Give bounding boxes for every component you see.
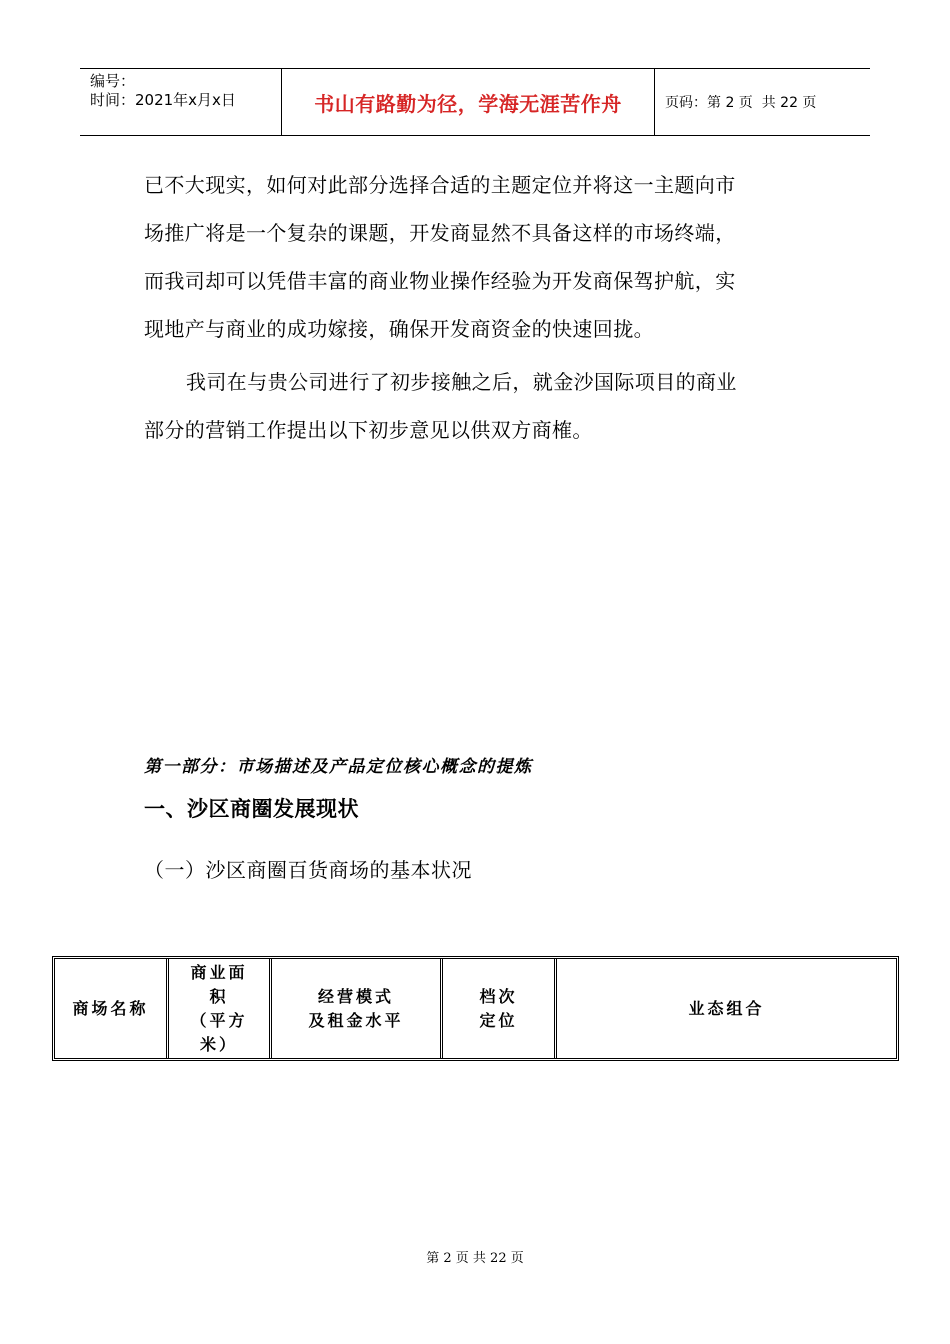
header-page-cell <box>655 69 870 135</box>
table-header-text: 及租金水平 <box>308 1010 404 1030</box>
document-time-label: 时间：2021年x月x日 <box>90 91 236 109</box>
section-subheading: （一）沙区商圈百货商场的基本状况 <box>144 858 472 882</box>
table-header-area <box>166 959 269 1058</box>
section-title: 第一部分：市场描述及产品定位核心概念的提炼 <box>144 757 533 777</box>
header-meta-cell <box>80 69 282 135</box>
table-header-positioning <box>440 959 554 1058</box>
table-header-text: 业态组合 <box>688 998 765 1018</box>
table-header-text: （平方 <box>190 1010 248 1030</box>
paragraph-line: 已不大现实，如何对此部分选择合适的主题定位并将这一主题向市 <box>144 173 736 197</box>
table-header-format-mix <box>554 959 896 1058</box>
mall-status-table <box>52 956 899 1061</box>
paragraph-line: 部分的营销工作提出以下初步意见以供双方商榷。 <box>144 418 593 442</box>
table-header-text: 经营模式 <box>317 986 394 1006</box>
table-header-mall-name <box>55 959 166 1058</box>
page-header <box>80 68 870 136</box>
body-paragraph-2 <box>144 358 814 454</box>
body-paragraph-1 <box>144 161 814 353</box>
paragraph-line: 我司在与贵公司进行了初步接触之后，就金沙国际项目的商业 <box>186 370 737 394</box>
table-header-text: 积 <box>209 986 229 1006</box>
table-header-text: 定位 <box>479 1010 518 1030</box>
header-motto-cell <box>282 69 655 135</box>
table-header-text: 米） <box>199 1034 238 1054</box>
paragraph-line: 而我司却可以凭借丰富的商业物业操作经验为开发商保驾护航，实 <box>144 269 736 293</box>
table-header-text: 档次 <box>479 986 518 1006</box>
header-page-info: 页码：第 2 页 共 22 页 <box>665 95 817 111</box>
header-motto: 书山有路勤为径，学海无涯苦作舟 <box>314 91 622 116</box>
table-header-text: 商业面 <box>190 962 248 982</box>
page-footer: 第 2 页 共 22 页 <box>426 1251 524 1266</box>
section-heading: 一、沙区商圈发展现状 <box>144 797 359 821</box>
table-header-text: 商场名称 <box>72 998 149 1018</box>
table-header-business-model <box>269 959 440 1058</box>
paragraph-line: 场推广将是一个复杂的课题，开发商显然不具备这样的市场终端， <box>144 221 736 245</box>
document-number-label: 编号： <box>90 72 136 90</box>
paragraph-line: 现地产与商业的成功嫁接，确保开发商资金的快速回拢。 <box>144 317 654 341</box>
